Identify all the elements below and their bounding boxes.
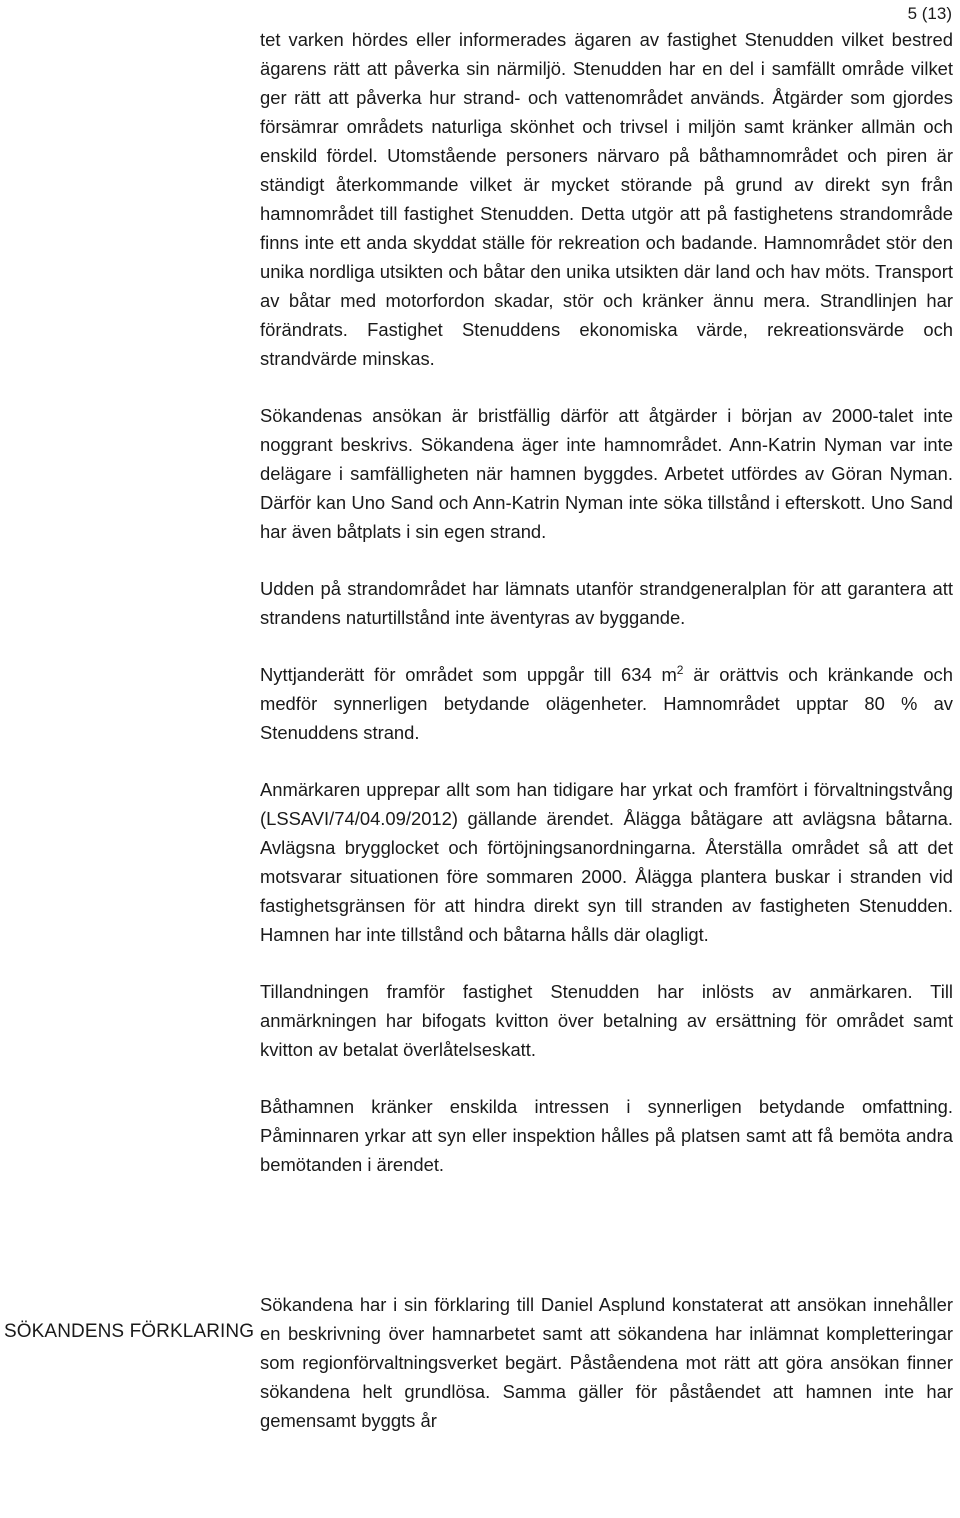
- section-heading: SÖKANDENS FÖRKLARING: [4, 1321, 255, 1342]
- paragraph-tillandningen: Tillandningen framför fastighet Stenudden har inlösts av anmärkaren. Till anmärkningen har bifogats kvitton över betalning av ersättning för området samt kvitton av betalat överlåtelseskatt.: [260, 981, 953, 1060]
- paragraph-application-deficient: Sökandenas ansökan är bristfällig därför att åtgärder i början av 2000-talet inte noggrant beskrivs. Sökandena äger inte hamnområdet. Ann-Katrin Nyman var inte delägare i samfälligheten när hamnen byggdes. Arbetet utfördes av Göran Nyman. Därför kan Uno Sand och Ann-Katrin Nyman inte söka tillstånd i efterskott. Uno Sand har även båtplats i sin egen strand.: [260, 405, 953, 542]
- paragraph-udden: Udden på strandområdet har lämnats utanför strandgeneralplan för att garantera att strandens naturtillstånd inte äventyras av byggande.: [260, 578, 953, 628]
- paragraph-anmarkaren-demands: Anmärkaren upprepar allt som han tidigare har yrkat och framfört i förvaltningstvång (LSSAVI/74/04.09/2012) gällande ärendet. Ålägga båtägare att avlägsna båtarna. Avlägsna brygglocket och förtöjningsanordningarna. Återställa området så att det motsvarar situationen före sommaren 2000. Ålägga plantera buskar i stranden vid fastighetsgränsen för att hindra direkt syn till stranden av fastigheten Stenudden. Hamnen har inte tillstånd och båtarna hålls där olagligt.: [260, 779, 953, 945]
- paragraph-sokandenas-forklaring: Sökandena har i sin förklaring till Daniel Asplund konstaterat att ansökan innehåller en beskrivning över hamnarbetet samt att sökandena har inlämnat kompletteringar som regionförvaltningsverket begärt. Påståendena mot rätt att göra ansökan finner sökandena helt grundlösa. Samma gäller för påståendet att hamnen inte har gemensamt byggts år: [260, 1294, 953, 1431]
- nyttjande-superscript: 2: [676, 662, 684, 677]
- paragraph-stenudden-impact: tet varken hördes eller informerades ägaren av fastighet Stenudden vilket bestred ägarens rätt att påverka sin närmiljö. Stenudden har en del i samfällt område vilket ger rätt att påverka hur strand- och vattenområdet används. Åtgärder som gjordes försämrar områdets naturliga skönhet och trivsel i miljön samt kränker allmän och enskild fördel. Utomstående personers närvaro på båthamnområdet och piren är ständigt återkommande vilket är mycket störande på grund av direkt syn från hamnområdet till fastighet Stenudden. Detta utgör att på fastighetens strandområde finns inte ett anda skyddat ställe för rekreation och badande. Hamnområdet stör den unika nordliga utsikten och båtar den unika utsikten där land och hav möts. Transport av båtar med motorfordon skadar, stör och kränker ännu mera. Strandlinjen har förändrats. Fastighet Stenuddens ekonomiska värde, rekreationsvärde och strandvärde minskas.: [260, 29, 953, 369]
- heading-spacer: [260, 1207, 953, 1290]
- page-number: 5 (13): [907, 4, 952, 23]
- nyttjande-text-before: Nyttjanderätt för området som uppgår till 634 m: [260, 664, 677, 685]
- body-text: [260, 25, 953, 1435]
- nyttjande-text-after: är orättvis och kränkande och medför synnerligen betydande olägenheter. Hamnområdet upptar 80 % av Stenuddens strand.: [260, 664, 953, 743]
- paragraph-bathamnen: Båthamnen kränker enskilda intressen i synnerligen betydande omfattning. Påminnaren yrkar att syn eller inspektion hålles på platsen samt att få bemöta andra bemötanden i ärendet.: [260, 1096, 953, 1175]
- paragraph-nyttjanderatt: [260, 660, 953, 747]
